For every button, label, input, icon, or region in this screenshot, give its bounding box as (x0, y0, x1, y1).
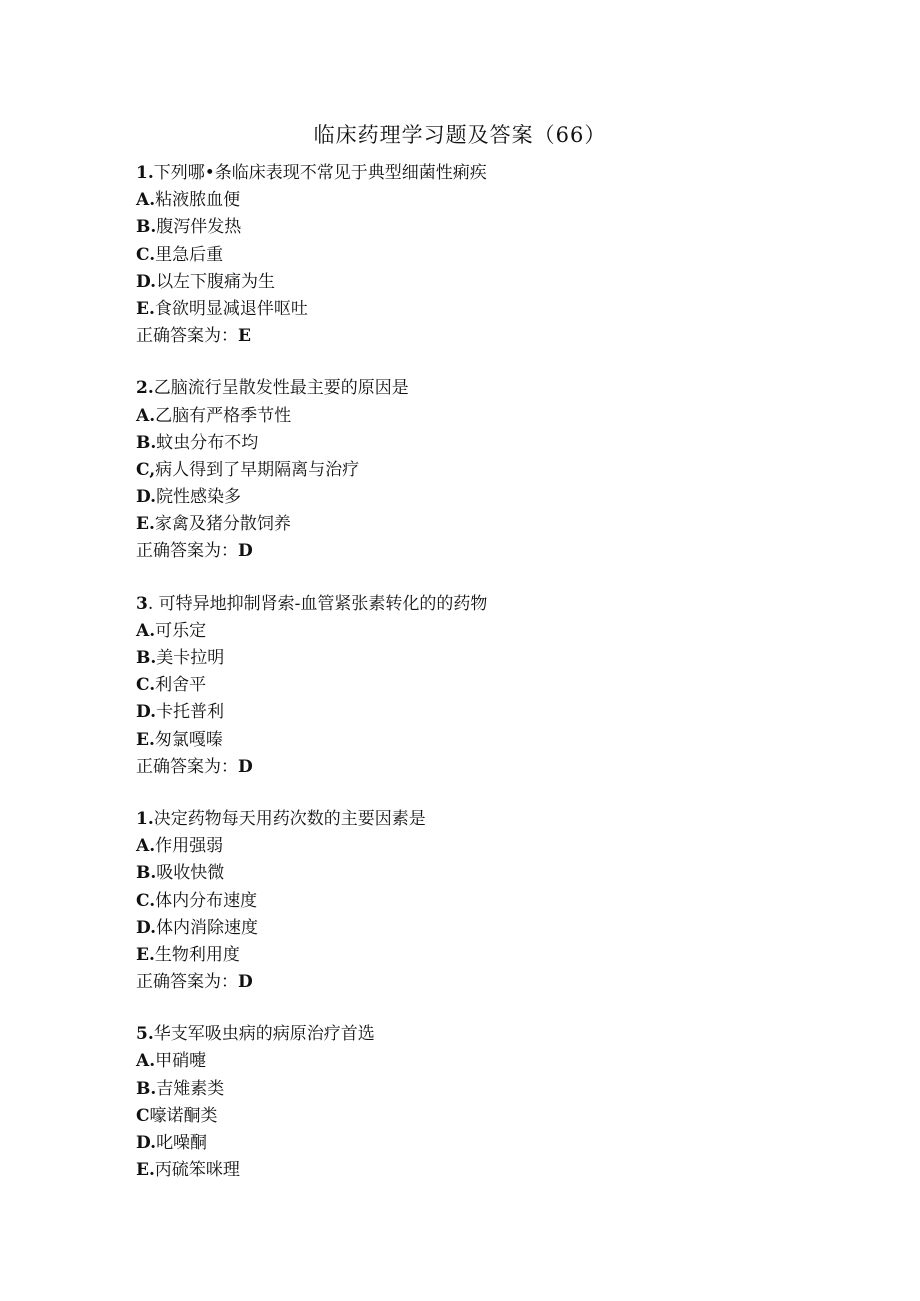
option-letter: D. (136, 487, 157, 508)
option-letter: A. (136, 1051, 156, 1072)
question-item (136, 375, 836, 565)
option-text: 病人得到了早期隔离与治疗 (155, 459, 360, 480)
option-b (136, 430, 836, 457)
option-c (136, 672, 836, 699)
option-letter: C. (136, 675, 156, 696)
option-text: 嚎诺酮类 (149, 1105, 218, 1126)
option-text: 粘液脓血便 (155, 190, 241, 211)
option-text: 叱噪酮 (156, 1133, 208, 1153)
answer-value: D (238, 541, 253, 562)
option-c (136, 888, 836, 915)
option-text: 以左下腹痛为生 (156, 271, 276, 292)
option-e (136, 942, 836, 969)
option-letter: A. (136, 836, 156, 857)
option-text: 食欲明显减退伴呕吐 (154, 298, 308, 319)
answer-label: 正确答案为： (136, 756, 238, 777)
option-text: 美卡拉明 (156, 648, 225, 668)
answer-line (136, 969, 836, 996)
option-letter: B. (136, 1078, 157, 1099)
question-text: 乙脑流行呈散发性最主要的原因是 (153, 378, 409, 399)
option-letter: B. (136, 648, 157, 668)
option-letter: B. (136, 217, 157, 238)
option-text: 乙脑有严格季节性 (155, 405, 292, 426)
option-text: 里急后重 (155, 244, 224, 265)
question-number: 2. (136, 378, 154, 399)
answer-label: 正确答案为： (136, 326, 238, 347)
question-text: 下列哪•条临床表现不常见于典型细菌性痢疾 (153, 163, 487, 183)
question-number: 3 (136, 593, 148, 614)
option-letter: C, (136, 459, 156, 480)
option-a (136, 1048, 836, 1075)
option-text: 丙硫笨咪理 (154, 1160, 240, 1181)
page-title: 临床药理学习题及答案（66） (313, 123, 607, 147)
question-stem (136, 1021, 836, 1048)
option-text: 利舍平 (155, 675, 207, 696)
question-stem (136, 806, 836, 833)
question-text: 决定药物每天用药次数的主要因素是 (153, 808, 426, 829)
option-text: 院性感染多 (156, 487, 242, 508)
option-e (136, 1157, 836, 1184)
option-letter: C (136, 1105, 150, 1126)
option-b (136, 860, 836, 887)
option-letter: E. (136, 1160, 155, 1181)
option-letter: C. (136, 890, 156, 911)
option-letter: D. (136, 271, 157, 292)
option-letter: A. (136, 405, 156, 426)
question-list (136, 160, 836, 1209)
option-text: 匆氯嘎嗪 (154, 729, 223, 750)
option-letter: E. (136, 514, 155, 535)
option-letter: D. (136, 1133, 157, 1153)
question-item (136, 1021, 836, 1184)
option-d (136, 1130, 836, 1157)
option-d (136, 699, 836, 726)
answer-line (136, 538, 836, 565)
question-number: 5. (136, 1024, 154, 1045)
question-text: . 可特异地抑制肾索-血管紧张素转化的的药物 (147, 593, 488, 614)
answer-line (136, 323, 836, 350)
option-letter: B. (136, 432, 157, 453)
option-d (136, 269, 836, 296)
option-a (136, 618, 836, 645)
question-number: 1. (136, 163, 154, 183)
option-text: 甲硝嚏 (155, 1051, 207, 1072)
option-text: 生物利用度 (154, 944, 240, 965)
answer-value: E (238, 326, 251, 347)
answer-value: D (238, 756, 253, 777)
option-c (136, 1103, 836, 1130)
option-letter: E. (136, 298, 155, 319)
question-text: 华支军吸虫病的病原治疗首选 (153, 1024, 375, 1045)
option-e (136, 511, 836, 538)
option-letter: E. (136, 729, 155, 750)
option-a (136, 403, 836, 430)
option-d (136, 915, 836, 942)
option-letter: D. (136, 702, 157, 723)
option-letter: E. (136, 944, 155, 965)
option-text: 体内分布速度 (155, 890, 258, 911)
option-text: 可乐定 (155, 620, 207, 641)
answer-label: 正确答案为： (136, 541, 238, 562)
option-letter: A. (136, 620, 156, 641)
option-a (136, 187, 836, 214)
option-a (136, 833, 836, 860)
option-c (136, 457, 836, 484)
option-letter: D. (136, 917, 157, 938)
option-text: 家禽及猪分散饲养 (154, 514, 291, 535)
option-letter: B. (136, 863, 157, 884)
option-b (136, 214, 836, 241)
option-text: 卡托普利 (156, 702, 225, 723)
answer-line (136, 754, 836, 781)
option-letter: C. (136, 244, 156, 265)
option-b (136, 1076, 836, 1103)
question-item (136, 806, 836, 996)
option-text: 吉雉素类 (156, 1078, 225, 1099)
option-b (136, 645, 836, 672)
option-text: 体内消除速度 (156, 917, 259, 938)
option-text: 蚊虫分布不均 (156, 432, 259, 453)
answer-value: D (238, 972, 253, 993)
answer-label: 正确答案为： (136, 972, 238, 993)
question-stem (136, 591, 836, 618)
question-stem (136, 375, 836, 402)
question-item (136, 160, 836, 350)
option-letter: A. (136, 190, 156, 211)
option-d (136, 484, 836, 511)
question-number: 1. (136, 808, 154, 829)
option-e (136, 727, 836, 754)
option-c (136, 242, 836, 269)
option-e (136, 296, 836, 323)
question-stem (136, 160, 836, 187)
option-text: 作用强弱 (155, 836, 224, 857)
option-text: 吸收快微 (156, 863, 225, 884)
option-text: 腹泻伴发热 (156, 217, 242, 238)
question-item (136, 591, 836, 781)
